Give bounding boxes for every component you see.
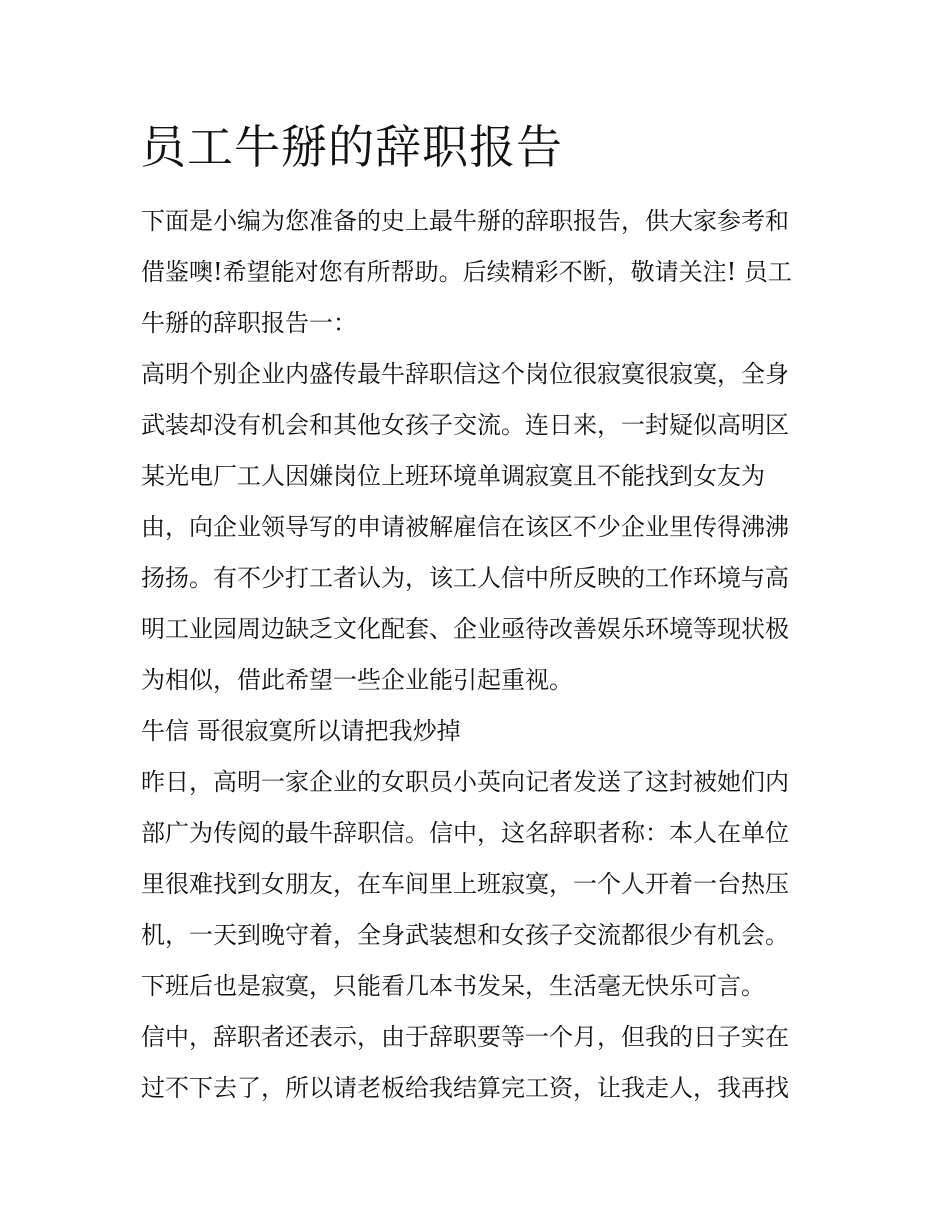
- text-line: 下面是小编为您准备的史上最牛掰的辞职报告，供大家参考和: [141, 207, 789, 235]
- text-line: 借鉴噢!希望能对您有所帮助。后续精彩不断，敬请关注! 员工: [141, 258, 792, 286]
- text-line: 某光电厂工人因嫌岗位上班环境单调寂寞且不能找到女友为: [141, 462, 765, 490]
- text-line: 牛信 哥很寂寞所以请把我炒掉: [141, 717, 461, 745]
- text-line: 下班后也是寂寞，只能看几本书发呆，生活毫无快乐可言。: [141, 972, 765, 1000]
- text-line: 过不下去了，所以请老板给我结算完工资，让我走人，我再找: [141, 1074, 789, 1102]
- text-line: 部广为传阅的最牛辞职信。信中，这名辞职者称：本人在单位: [141, 819, 789, 847]
- text-line: 里很难找到女朋友，在车间里上班寂寞，一个人开着一台热压: [141, 870, 789, 898]
- page-title: 员工牛掰的辞职报告: [140, 120, 563, 174]
- text-line: 高明个别企业内盛传最牛辞职信这个岗位很寂寞很寂寞，全身: [141, 360, 789, 388]
- text-line: 牛掰的辞职报告一：: [141, 309, 357, 337]
- text-line: 明工业园周边缺乏文化配套、企业亟待改善娱乐环境等现状极: [141, 615, 789, 643]
- text-line: 机，一天到晚守着，全身武装想和女孩子交流都很少有机会。: [141, 921, 789, 949]
- text-line: 武装却没有机会和其他女孩子交流。连日来，一封疑似高明区: [141, 411, 789, 439]
- text-line: 扬扬。有不少打工者认为，该工人信中所反映的工作环境与高: [141, 564, 789, 592]
- text-line: 信中，辞职者还表示，由于辞职要等一个月，但我的日子实在: [141, 1023, 789, 1051]
- text-line: 昨日，高明一家企业的女职员小英向记者发送了这封被她们内: [141, 768, 789, 796]
- text-line: 由，向企业领导写的申请被解雇信在该区不少企业里传得沸沸: [141, 513, 789, 541]
- document-body: [141, 196, 821, 1114]
- text-line: 为相似，借此希望一些企业能引起重视。: [141, 666, 573, 694]
